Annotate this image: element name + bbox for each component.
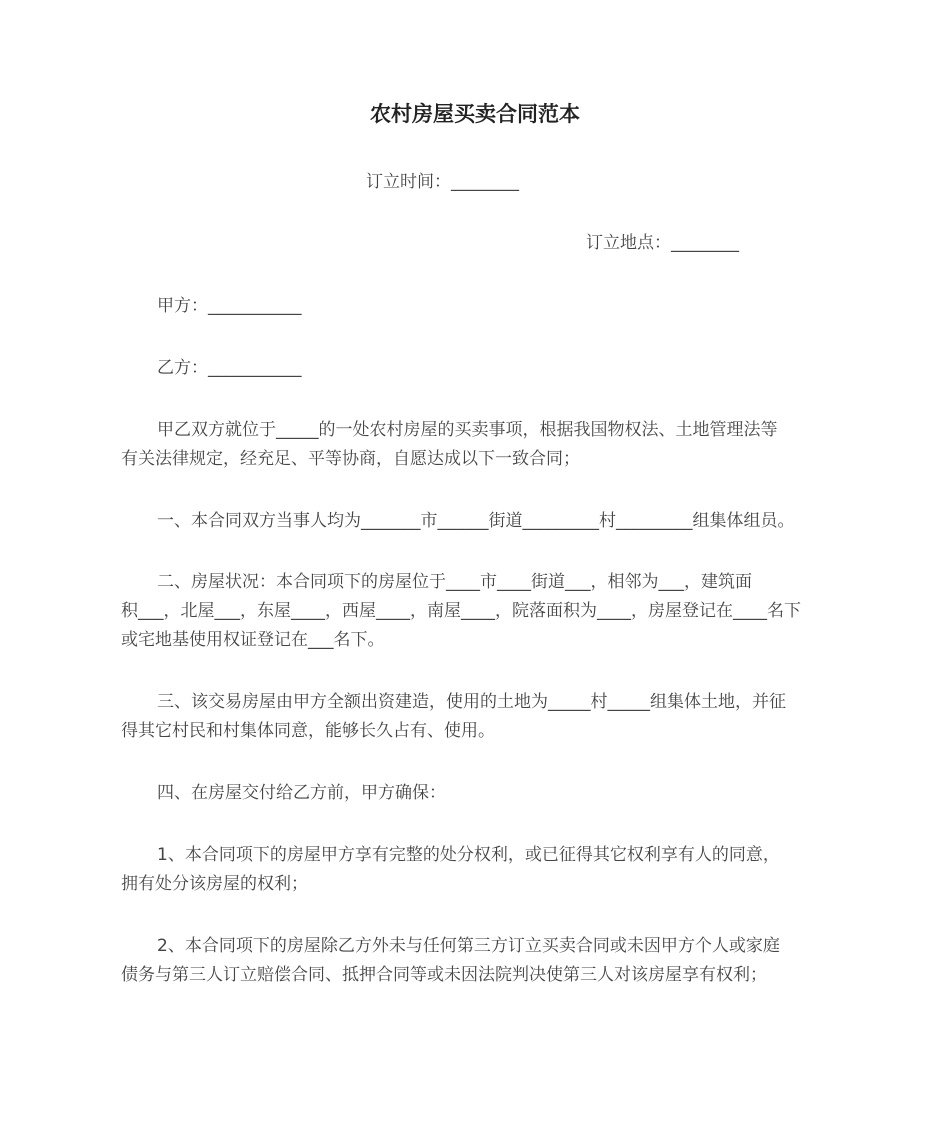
item-1-line-1: 1、本合同项下的房屋甲方享有完整的处分权利，或已征得其它权利享有人的同意， [157,845,780,865]
clause-2-line-2: 积___，北屋___，东屋____，西屋____，南屋____，院落面积为____，房屋登记在____名下 [121,601,801,621]
clause-4: 四、在房屋交付给乙方前，甲方确保： [157,783,446,803]
clause-3-line-2: 得其它村民和村集体同意，能够长久占有、使用。 [121,721,495,741]
preamble-line-2: 有关法律规定，经充足、平等协商，自愿达成以下一致合同； [121,449,580,469]
document-title: 农村房屋买卖合同范本 [370,102,580,126]
preamble-line-1: 甲乙双方就位于_____的一处农村房屋的买卖事项，根据我国物权法、土地管理法等 [157,420,778,440]
clause-1: 一、本合同双方当事人均为_______市______街道_________村_________组集体组员。 [157,511,795,531]
signing-time: 订立时间：________ [366,172,519,192]
party-b: 乙方：___________ [157,358,302,378]
clause-3-line-1: 三、该交易房屋由甲方全额出资建造，使用的土地为_____村_____组集体土地，并征 [157,692,786,712]
item-2-line-1: 2、本合同项下的房屋除乙方外未与任何第三方订立买卖合同或未因甲方个人或家庭 [157,936,780,956]
party-a: 甲方：___________ [157,296,302,316]
item-2-line-2: 债务与第三人订立赔偿合同、抵押合同等或未因法院判决使第三人对该房屋享有权利； [121,965,767,985]
signing-place: 订立地点：________ [586,233,739,253]
clause-2-line-3: 或宅地基使用权证登记在___名下。 [121,630,385,650]
item-1-line-2: 拥有处分该房屋的权利； [121,874,308,894]
clause-2-line-1: 二、房屋状况：本合同项下的房屋位于____市____街道___，相邻为___，建筑面 [157,572,752,592]
